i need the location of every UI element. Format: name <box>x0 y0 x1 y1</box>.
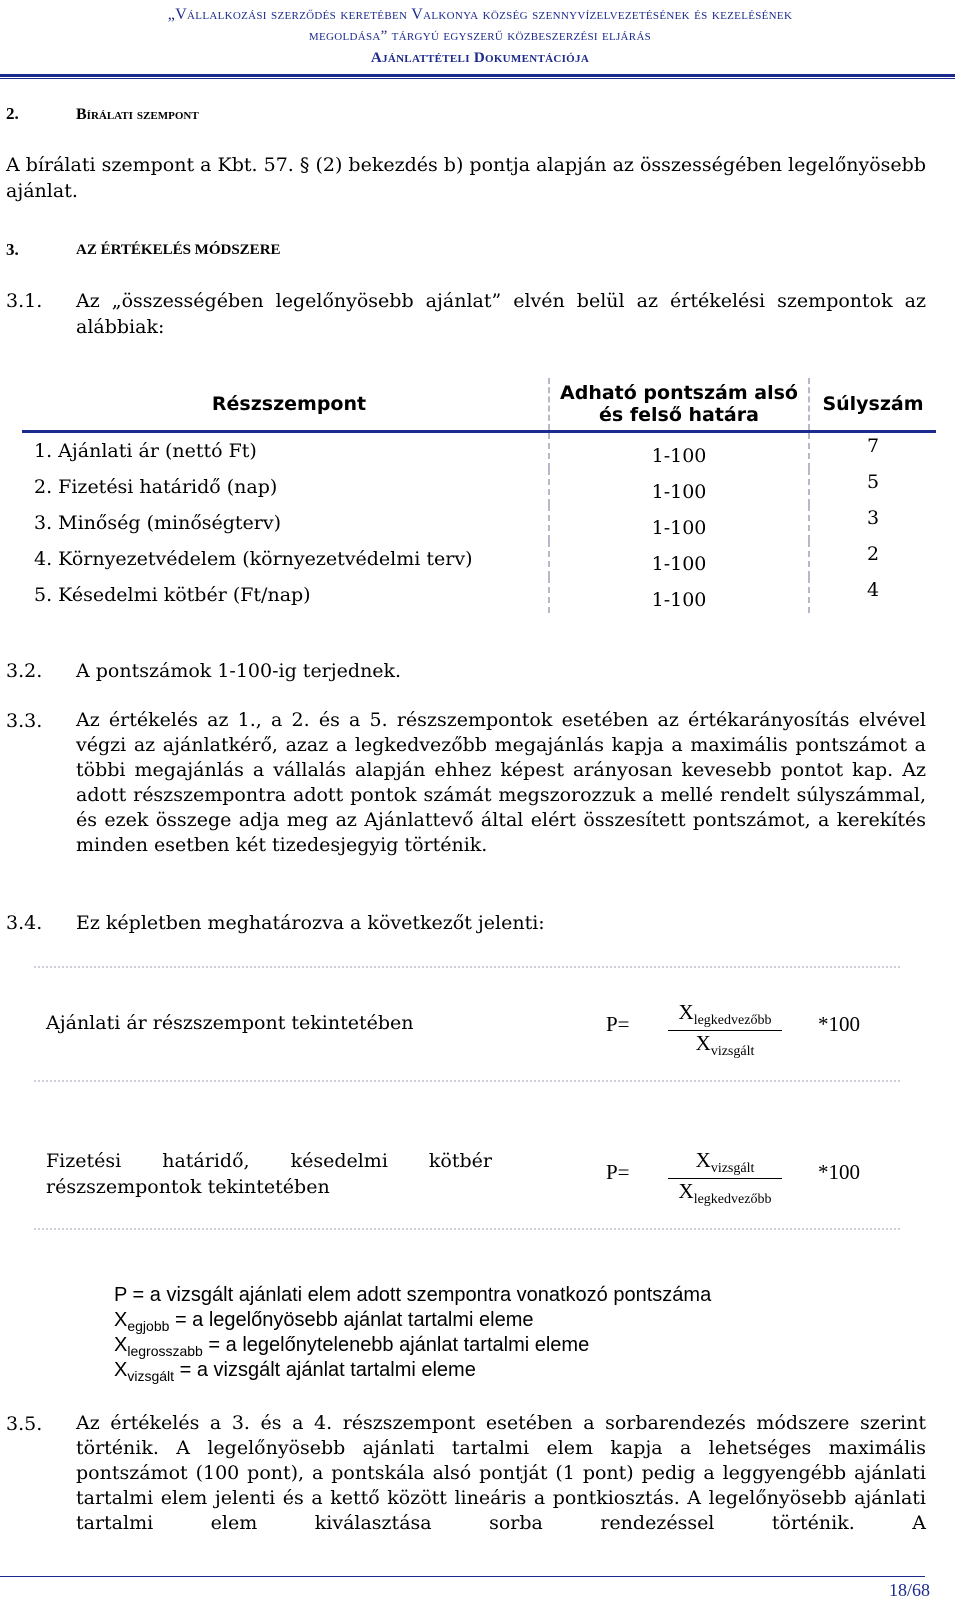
header-line-1: „Vállalkozási szerződés keretében Valkonya község szennyvízelvezetésének és kezelésének <box>167 6 793 23</box>
section-3-4-text: Ez képletben meghatározva a következőt jelenti: <box>76 912 545 934</box>
row-range: 1-100 <box>549 577 809 613</box>
row-criterion: 1. Ajánlati ár (nettó Ft) <box>34 440 257 462</box>
criteria-table <box>22 378 936 613</box>
table-row <box>22 577 936 613</box>
row-range: 1-100 <box>549 505 809 541</box>
section-3-4-number: 3.4. <box>6 912 43 934</box>
section-2-text: A bírálati szempont a Kbt. 57. § (2) bekezdés b) pontja alapján az összességében legelőnyösebb ajánlat. <box>6 154 926 202</box>
section-3-2-number: 3.2. <box>6 660 43 682</box>
formula-2-fraction <box>668 1148 782 1208</box>
section-2-title: Bírálati szempont <box>76 106 199 123</box>
section-3-3-number: 3.3. <box>6 710 43 732</box>
header-rule <box>0 74 955 77</box>
footer-rule <box>0 1576 925 1577</box>
formula-2-multiplier: *100 <box>818 1160 860 1184</box>
row-criterion: 2. Fizetési határidő (nap) <box>34 476 278 498</box>
table-row <box>22 505 936 541</box>
table-row <box>22 432 936 470</box>
section-3-5-text: Az értékelés a 3. és a 4. részszempont esetében a sorbarendezés módszere szerint történik. A legelőnyösebb ajánlati tartalmi elem kapja a lehetséges maximális pontszámot (100 pont), a pontskála alsó pontját (1 pont) pedig a leggyengébb ajánlati tartalmi elem jelenti és a kettő között lineáris a pontkiosztás. A legelőnyösebb ajánlati tartalmi elem kiválasztása sorba rendezéssel történik. A <box>76 1412 926 1534</box>
legend-line-3: $X_{legrosszabb} = a$ legelőnytelenebb ajánlat tartalmi eleme <box>114 1334 590 1359</box>
section-3-title: AZ ÉRTÉKELÉS MÓDSZERE <box>76 242 281 258</box>
section-3-1-number: 3.1. <box>6 290 43 312</box>
section-2-number: 2. <box>6 104 19 123</box>
row-weight: 7 <box>866 435 880 457</box>
legend-line-1: P = a vizsgált ajánlati elem adott szempontra vonatkozó pontszáma <box>114 1284 712 1306</box>
row-range: 1-100 <box>549 541 809 577</box>
section-3-3-text: Az értékelés az 1., a 2. és a 5. részszempontok esetében az értékarányosítás elvével végzi az ajánlatkérő, azaz a legkedvezőbb megajánlás kapja a maximális pontszámot a többi megajánlás a vállalás alapján ehhez képest arányosan kevesebb pontot kap. Az adott részszempontra adott pontok számát megszorozzuk a mellé rendelt súlyszámmal, és ezek összege adja meg az Ajánlattevő által elért összesített pontszámot, a kerekítés minden esetben két tizedesjegyig történik. <box>76 709 926 856</box>
legend-line-2: $X_{egjobb} = a$ legelőnyösebb ajánlat tartalmi eleme <box>114 1309 534 1334</box>
table-row <box>22 469 936 505</box>
formula-1-numerator: $X_{legkedvezőbb}$ <box>668 1000 782 1031</box>
page-number: 18/68 <box>888 1580 930 1600</box>
header-criterion: Részszempont <box>22 378 549 432</box>
row-criterion: 5. Késedelmi kötbér (Ft/nap) <box>34 584 311 606</box>
row-range: 1-100 <box>549 469 809 505</box>
formula-2-numerator: $X_{vizsgált}$ <box>668 1148 782 1179</box>
formula-2-p: P= <box>606 1160 630 1184</box>
formula-1-multiplier: *100 <box>818 1012 860 1036</box>
header-weight: Súlyszám <box>809 378 936 432</box>
formula-1-fraction <box>668 1000 782 1060</box>
row-weight: 4 <box>866 579 880 601</box>
section-3-5-number: 3.5. <box>6 1413 43 1435</box>
formula-1-denominator: $X_{vizsgált}$ <box>695 1031 755 1060</box>
row-range: 1-100 <box>549 432 809 470</box>
formula-1-p: P= <box>606 1012 630 1036</box>
legend-line-4: $X_{vizsgált} = a$ vizsgált ajánlat tartalmi eleme <box>114 1359 476 1384</box>
row-criterion: 4. Környezetvédelem (környezetvédelmi terv) <box>34 548 473 570</box>
header-line-3: Ajánlattételi Dokumentációja <box>370 50 590 66</box>
formula-2-label: Fizetési határidő, késedelmi kötbér részszempontok tekintetében <box>46 1150 492 1198</box>
header-line-2: megoldása” tárgyú egyszerű közbeszerzési eljárás <box>308 28 652 44</box>
header-rule-thin <box>0 78 955 79</box>
header-score-range: Adható pontszám alsó és felső határa <box>549 378 809 432</box>
row-weight: 5 <box>866 471 880 493</box>
section-3-number: 3. <box>6 240 19 259</box>
row-weight: 3 <box>866 507 880 529</box>
table-row <box>22 541 936 577</box>
section-3-1-text: Az „összességében legelőnyösebb ajánlat” elvén belül az értékelési szempontok az alábbiak: <box>76 290 926 338</box>
formula-2-denominator: $X_{legkedvezőbb}$ <box>678 1179 772 1208</box>
formula-1-label: Ajánlati ár részszempont tekintetében <box>46 1012 414 1034</box>
criteria-table-header <box>22 378 936 432</box>
section-3-2-text: A pontszámok 1-100-ig terjednek. <box>76 660 402 682</box>
row-criterion: 3. Minőség (minőségterv) <box>34 512 282 534</box>
row-weight: 2 <box>866 543 880 565</box>
